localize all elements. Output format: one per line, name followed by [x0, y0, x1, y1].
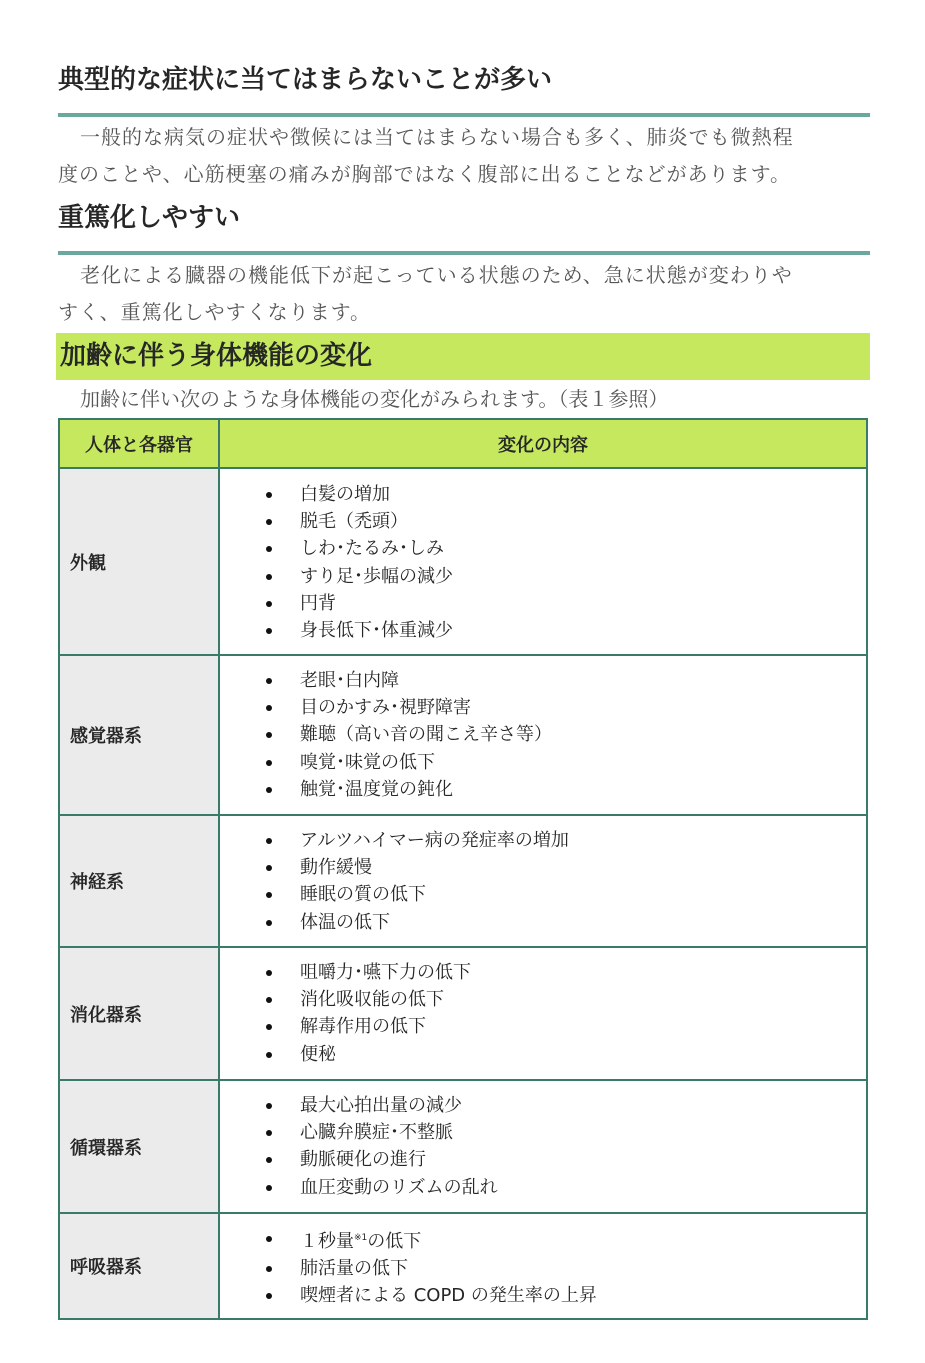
list-item-text: の低下 [367, 1231, 422, 1252]
paragraph-line: すく、重篤化しやすくなります。 [58, 300, 371, 324]
heading-aging-changes: 加齢に伴う身体機能の変化 [60, 341, 373, 371]
table-row [59, 468, 867, 655]
list-item: 動脈硬化の進行 [300, 1146, 866, 1173]
list-item: 触覚･温度覚の鈍化 [300, 776, 866, 803]
organ-cell: 循環器系 [59, 1080, 219, 1213]
paragraph-line: 老化による臓器の機能低下が起こっている状態のため、急に状態が変わりや [80, 263, 793, 287]
intro-text [58, 384, 870, 414]
list-item: 血圧変動のリズムの乱れ [300, 1174, 866, 1201]
organ-cell: 外観 [59, 468, 219, 655]
list-item: 睡眠の質の低下 [300, 881, 866, 908]
list-item [300, 1225, 866, 1255]
table-header-changes: 変化の内容 [219, 419, 867, 468]
list-item: 動作緩慢 [300, 854, 866, 881]
organ-cell: 呼吸器系 [59, 1213, 219, 1319]
table-header-organ: 人体と各器官 [59, 419, 219, 468]
list-item: 身長低下･体重減少 [300, 617, 866, 644]
list-item: 白髪の増加 [300, 481, 866, 508]
list-item: アルツハイマー病の発症率の増加 [300, 827, 866, 854]
changes-list [220, 827, 866, 936]
changes-list [220, 667, 866, 803]
list-item: 嗅覚･味覚の低下 [300, 749, 866, 776]
changes-cell [219, 1213, 867, 1319]
body-function-table [58, 418, 868, 1320]
list-item-text: １秒量 [300, 1231, 354, 1252]
organ-cell: 消化器系 [59, 947, 219, 1080]
list-item: 脱毛（禿頭） [300, 508, 866, 535]
changes-cell [219, 655, 867, 815]
changes-list [220, 1092, 866, 1201]
list-item: 便秘 [300, 1041, 866, 1068]
heading-atypical-symptoms: 典型的な症状に当てはまらないことが多い [58, 65, 553, 95]
list-item: 円背 [300, 590, 866, 617]
heading-severe: 重篤化しやすい [58, 203, 241, 233]
paragraph-severe [58, 257, 870, 331]
list-item: 最大心拍出量の減少 [300, 1092, 866, 1119]
list-item: しわ･たるみ･しみ [300, 535, 866, 562]
paragraph-line: 度のことや、心筋梗塞の痛みが胸部ではなく腹部に出ることなどがあります。 [58, 162, 791, 186]
table-row [59, 947, 867, 1080]
changes-cell [219, 468, 867, 655]
table-row [59, 815, 867, 947]
changes-cell [219, 947, 867, 1080]
intro-line: 加齢に伴い次のような身体機能の変化がみられます。（表１参照） [80, 387, 669, 411]
list-item: すり足･歩幅の減少 [300, 563, 866, 590]
table-row [59, 1213, 867, 1319]
footnote-marker: ※1 [354, 1233, 368, 1243]
list-item: 心臓弁膜症･不整脈 [300, 1119, 866, 1146]
section-band [56, 333, 870, 380]
list-item: 消化吸収能の低下 [300, 986, 866, 1013]
changes-cell [219, 1080, 867, 1213]
changes-list [220, 481, 866, 644]
paragraph-atypical-symptoms [58, 119, 870, 193]
list-item: 喫煙者による COPD の発生率の上昇 [300, 1282, 866, 1309]
list-item: 体温の低下 [300, 909, 866, 936]
list-item: 難聴（高い音の聞こえ辛さ等） [300, 721, 866, 748]
table-row [59, 655, 867, 815]
list-item: 老眼･白内障 [300, 667, 866, 694]
list-item: 肺活量の低下 [300, 1255, 866, 1282]
organ-cell: 感覚器系 [59, 655, 219, 815]
paragraph-line: 一般的な病気の症状や徴候には当てはまらない場合も多く、肺炎でも微熱程 [80, 125, 794, 149]
heading-underline [58, 251, 870, 255]
changes-list [220, 1225, 866, 1310]
list-item: 解毒作用の低下 [300, 1013, 866, 1040]
changes-list [220, 959, 866, 1068]
list-item: 咀嚼力･嚥下力の低下 [300, 959, 866, 986]
table-row [59, 1080, 867, 1213]
changes-cell [219, 815, 867, 947]
list-item: 目のかすみ･視野障害 [300, 694, 866, 721]
heading-underline [58, 113, 870, 117]
organ-cell: 神経系 [59, 815, 219, 947]
